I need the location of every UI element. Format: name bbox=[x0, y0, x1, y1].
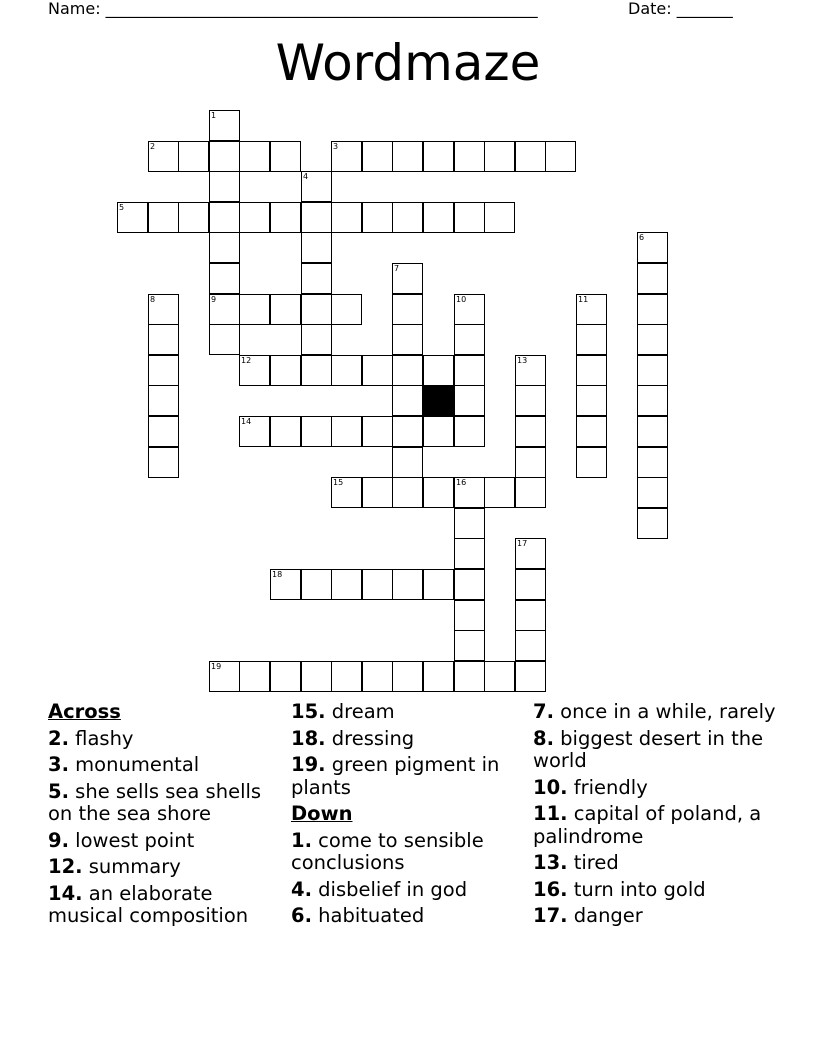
clue-number: 14. bbox=[48, 881, 83, 905]
grid-cell[interactable] bbox=[331, 661, 362, 692]
grid-cell[interactable] bbox=[637, 355, 668, 386]
grid-cell[interactable] bbox=[239, 141, 270, 172]
grid-cell[interactable] bbox=[392, 263, 423, 294]
cell-number: 10 bbox=[456, 295, 467, 304]
grid-cell[interactable] bbox=[301, 355, 332, 386]
grid-cell[interactable] bbox=[454, 569, 485, 600]
clue-item bbox=[291, 728, 527, 751]
grid-cell[interactable] bbox=[515, 538, 546, 569]
cell-number: 1 bbox=[211, 111, 217, 120]
clue-item bbox=[48, 830, 284, 853]
grid-cell[interactable] bbox=[301, 416, 332, 447]
clue-item bbox=[291, 830, 527, 875]
grid-cell[interactable] bbox=[515, 447, 546, 478]
grid-cell[interactable] bbox=[454, 508, 485, 539]
cell-number: 5 bbox=[119, 203, 125, 212]
grid-cell[interactable] bbox=[423, 569, 454, 600]
grid-cell[interactable] bbox=[454, 324, 485, 355]
grid-cell[interactable] bbox=[637, 294, 668, 325]
grid-cell[interactable] bbox=[362, 661, 393, 692]
cell-number: 8 bbox=[150, 295, 156, 304]
clue-text: she sells sea shells on the sea shore bbox=[48, 779, 262, 825]
grid-cell[interactable] bbox=[637, 447, 668, 478]
clue-text: tired bbox=[567, 851, 619, 874]
cell-number: 13 bbox=[517, 356, 528, 365]
cell-number: 14 bbox=[241, 417, 252, 426]
clue-number: 2. bbox=[48, 726, 69, 750]
cell-number: 3 bbox=[333, 142, 339, 151]
grid-cell[interactable] bbox=[637, 324, 668, 355]
clue-number: 10. bbox=[533, 775, 568, 799]
grid-cell[interactable] bbox=[392, 294, 423, 325]
grid-cell[interactable] bbox=[301, 569, 332, 600]
clue-item bbox=[48, 856, 284, 879]
cell-number: 16 bbox=[456, 478, 467, 487]
date-line: Date: _______ bbox=[628, 0, 733, 18]
clue-item bbox=[533, 879, 783, 902]
grid-cell[interactable] bbox=[209, 110, 240, 141]
grid-cell[interactable] bbox=[454, 477, 485, 508]
grid-cell[interactable] bbox=[148, 324, 179, 355]
cell-number: 7 bbox=[394, 264, 400, 273]
grid-cell[interactable] bbox=[301, 202, 332, 233]
grid-cell[interactable] bbox=[148, 294, 179, 325]
grid-cell[interactable] bbox=[209, 661, 240, 692]
grid-cell[interactable] bbox=[545, 141, 576, 172]
grid-cell[interactable] bbox=[454, 202, 485, 233]
grid-cell[interactable] bbox=[209, 141, 240, 172]
grid-cell[interactable] bbox=[148, 202, 179, 233]
cell-number: 15 bbox=[333, 478, 344, 487]
grid-cell[interactable] bbox=[637, 416, 668, 447]
grid-cell[interactable] bbox=[454, 630, 485, 661]
grid-cell[interactable] bbox=[454, 385, 485, 416]
cell-number: 12 bbox=[241, 356, 252, 365]
grid-cell[interactable] bbox=[331, 294, 362, 325]
grid-cell[interactable] bbox=[270, 416, 301, 447]
puzzle-title: Wordmaze bbox=[275, 34, 541, 92]
clue-column-1 bbox=[48, 701, 284, 932]
clue-item bbox=[533, 701, 783, 724]
grid-cell[interactable] bbox=[392, 355, 423, 386]
grid-cell[interactable] bbox=[515, 661, 546, 692]
grid-cell[interactable] bbox=[209, 324, 240, 355]
grid-cell[interactable] bbox=[515, 355, 546, 386]
clue-text: once in a while, rarely bbox=[553, 700, 776, 723]
clue-number: 5. bbox=[48, 779, 69, 803]
grid-cell[interactable] bbox=[484, 477, 515, 508]
clue-number: 18. bbox=[291, 726, 326, 750]
grid-cell[interactable] bbox=[454, 141, 485, 172]
clue-column-2 bbox=[291, 701, 527, 932]
clue-text: lowest point bbox=[68, 828, 195, 852]
clue-number: 1. bbox=[291, 828, 312, 852]
grid-cell[interactable] bbox=[301, 171, 332, 202]
grid-cell[interactable] bbox=[484, 141, 515, 172]
grid-cell[interactable] bbox=[331, 202, 362, 233]
grid-cell[interactable] bbox=[515, 141, 546, 172]
clue-number: 13. bbox=[533, 851, 568, 874]
grid-cell[interactable] bbox=[637, 508, 668, 539]
grid-cell[interactable] bbox=[392, 324, 423, 355]
grid-cell[interactable] bbox=[270, 355, 301, 386]
grid-cell[interactable] bbox=[637, 477, 668, 508]
grid-cell[interactable] bbox=[392, 202, 423, 233]
grid-cell[interactable] bbox=[637, 263, 668, 294]
grid-cell[interactable] bbox=[148, 385, 179, 416]
grid-cell[interactable] bbox=[362, 416, 393, 447]
clue-number: 15. bbox=[291, 700, 326, 723]
grid-cell[interactable] bbox=[270, 294, 301, 325]
grid-cell[interactable] bbox=[515, 630, 546, 661]
grid-cell[interactable] bbox=[209, 263, 240, 294]
clue-text: summary bbox=[82, 855, 181, 878]
grid-cell[interactable] bbox=[484, 202, 515, 233]
grid-cell[interactable] bbox=[270, 661, 301, 692]
grid-cell[interactable] bbox=[117, 202, 148, 233]
clue-text: an elaborate musical composition bbox=[48, 881, 249, 927]
cell-number: 18 bbox=[272, 570, 283, 579]
clue-item bbox=[533, 905, 783, 928]
clue-column-3 bbox=[533, 701, 783, 932]
cell-number: 17 bbox=[517, 539, 528, 548]
grid-cell[interactable] bbox=[576, 355, 607, 386]
grid-cell[interactable] bbox=[209, 202, 240, 233]
grid-cell[interactable] bbox=[301, 232, 332, 263]
grid-cell[interactable] bbox=[392, 661, 423, 692]
grid-cell[interactable] bbox=[515, 600, 546, 631]
clue-text: flashy bbox=[68, 726, 134, 750]
grid-cell[interactable] bbox=[209, 232, 240, 263]
grid-cell[interactable] bbox=[301, 263, 332, 294]
grid-cell[interactable] bbox=[515, 477, 546, 508]
clue-text: green pigment in plants bbox=[291, 753, 500, 799]
grid-cell[interactable] bbox=[576, 447, 607, 478]
grid-cell[interactable] bbox=[239, 661, 270, 692]
clue-number: 8. bbox=[533, 726, 554, 750]
grid-cell[interactable] bbox=[331, 355, 362, 386]
clue-item bbox=[48, 781, 284, 826]
grid-cell[interactable] bbox=[392, 385, 423, 416]
grid-cell[interactable] bbox=[515, 385, 546, 416]
grid-cell[interactable] bbox=[392, 447, 423, 478]
grid-cell[interactable] bbox=[637, 385, 668, 416]
clue-number: 4. bbox=[291, 877, 312, 901]
grid-cell[interactable] bbox=[392, 141, 423, 172]
grid-cell[interactable] bbox=[148, 447, 179, 478]
clue-item bbox=[48, 754, 284, 777]
cell-number: 11 bbox=[578, 295, 589, 304]
grid-cell[interactable] bbox=[362, 141, 393, 172]
clue-text: disbelief in god bbox=[311, 877, 468, 901]
grid-cell[interactable] bbox=[576, 385, 607, 416]
clue-item bbox=[291, 905, 527, 928]
clue-number: 9. bbox=[48, 828, 69, 852]
grid-block bbox=[423, 385, 454, 416]
clue-text: capital of poland, a palindrome bbox=[533, 802, 762, 848]
clue-item bbox=[48, 728, 284, 751]
clue-text: turn into gold bbox=[567, 877, 706, 901]
clue-text: dressing bbox=[325, 726, 415, 750]
grid-cell[interactable] bbox=[331, 141, 362, 172]
grid-cell[interactable] bbox=[392, 416, 423, 447]
grid-cell[interactable] bbox=[423, 661, 454, 692]
clue-item bbox=[291, 701, 527, 724]
grid-cell[interactable] bbox=[239, 294, 270, 325]
grid-cell[interactable] bbox=[423, 477, 454, 508]
cell-number: 2 bbox=[150, 142, 156, 151]
clue-item bbox=[291, 879, 527, 902]
clue-number: 12. bbox=[48, 855, 83, 878]
clue-number: 3. bbox=[48, 753, 69, 776]
cell-number: 9 bbox=[211, 295, 217, 304]
clue-number: 7. bbox=[533, 700, 554, 723]
grid-cell[interactable] bbox=[454, 661, 485, 692]
grid-cell[interactable] bbox=[362, 569, 393, 600]
grid-cell[interactable] bbox=[392, 569, 423, 600]
clue-item bbox=[533, 777, 783, 800]
grid-cell[interactable] bbox=[515, 416, 546, 447]
grid-cell[interactable] bbox=[484, 661, 515, 692]
across-heading: Across bbox=[48, 700, 121, 723]
grid-cell[interactable] bbox=[423, 141, 454, 172]
clue-number: 17. bbox=[533, 904, 568, 927]
grid-cell[interactable] bbox=[239, 202, 270, 233]
grid-cell[interactable] bbox=[148, 416, 179, 447]
clue-item bbox=[533, 728, 783, 773]
grid-cell[interactable] bbox=[637, 232, 668, 263]
grid-cell[interactable] bbox=[362, 477, 393, 508]
grid-cell[interactable] bbox=[209, 294, 240, 325]
clue-text: monumental bbox=[68, 753, 200, 776]
cell-number: 4 bbox=[303, 172, 309, 181]
clue-text: dream bbox=[325, 700, 395, 723]
grid-cell[interactable] bbox=[331, 477, 362, 508]
grid-cell[interactable] bbox=[454, 355, 485, 386]
clue-number: 6. bbox=[291, 904, 312, 927]
grid-cell[interactable] bbox=[148, 355, 179, 386]
grid-cell[interactable] bbox=[239, 416, 270, 447]
clue-number: 19. bbox=[291, 753, 326, 776]
grid-cell[interactable] bbox=[423, 355, 454, 386]
clue-number: 16. bbox=[533, 877, 568, 901]
clue-item bbox=[48, 883, 284, 928]
grid-cell[interactable] bbox=[392, 477, 423, 508]
grid-cell[interactable] bbox=[178, 141, 209, 172]
clue-text: come to sensible conclusions bbox=[291, 828, 484, 874]
grid-cell[interactable] bbox=[270, 569, 301, 600]
grid-cell[interactable] bbox=[454, 294, 485, 325]
grid-cell[interactable] bbox=[362, 202, 393, 233]
clue-text: danger bbox=[567, 904, 643, 927]
clue-text: habituated bbox=[311, 904, 425, 927]
clue-item bbox=[291, 754, 527, 799]
clue-item bbox=[533, 852, 783, 875]
clue-item bbox=[533, 803, 783, 848]
grid-cell[interactable] bbox=[362, 355, 393, 386]
grid-cell[interactable] bbox=[331, 416, 362, 447]
grid-cell[interactable] bbox=[454, 416, 485, 447]
grid-cell[interactable] bbox=[423, 416, 454, 447]
grid-cell[interactable] bbox=[301, 324, 332, 355]
grid-cell[interactable] bbox=[515, 569, 546, 600]
grid-cell[interactable] bbox=[576, 294, 607, 325]
grid-cell[interactable] bbox=[239, 355, 270, 386]
name-line: Name: ______________________________________________________ bbox=[48, 0, 538, 18]
down-heading: Down bbox=[291, 802, 353, 825]
grid-cell[interactable] bbox=[178, 202, 209, 233]
grid-cell[interactable] bbox=[301, 661, 332, 692]
grid-cell[interactable] bbox=[576, 416, 607, 447]
grid-cell[interactable] bbox=[270, 141, 301, 172]
cell-number: 19 bbox=[211, 662, 222, 671]
grid-cell[interactable] bbox=[148, 141, 179, 172]
grid-cell[interactable] bbox=[301, 294, 332, 325]
grid-cell[interactable] bbox=[209, 171, 240, 202]
cell-number: 6 bbox=[639, 233, 645, 242]
clue-text: friendly bbox=[567, 775, 648, 799]
grid-cell[interactable] bbox=[454, 538, 485, 569]
clue-text: biggest desert in the world bbox=[533, 726, 764, 772]
grid-cell[interactable] bbox=[331, 569, 362, 600]
grid-cell[interactable] bbox=[270, 202, 301, 233]
grid-cell[interactable] bbox=[454, 600, 485, 631]
grid-cell[interactable] bbox=[576, 324, 607, 355]
clue-number: 11. bbox=[533, 802, 568, 825]
grid-cell[interactable] bbox=[423, 202, 454, 233]
